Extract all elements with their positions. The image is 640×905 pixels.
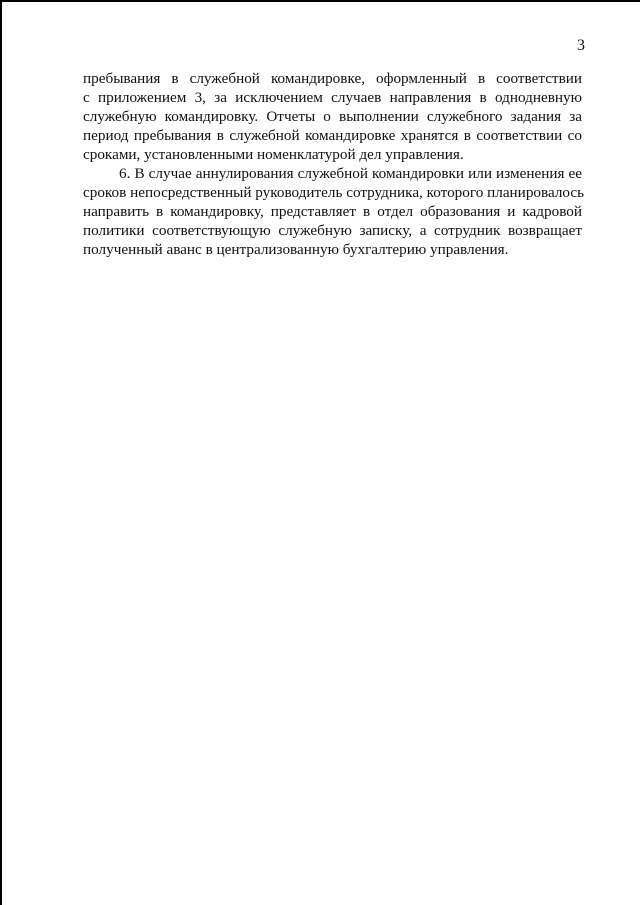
text-line: период пребывания в служебной командировке хранятся в соответствии со [83, 127, 582, 144]
text-line: политики соответствующую служебную записку, а сотрудник возвращает [83, 222, 582, 239]
text-line: с приложением 3, за исключением случаев направления в однодневную [83, 89, 582, 106]
text-line: служебную командировку. Отчеты о выполнении служебного задания за [83, 108, 582, 125]
text-line: сроками, установленными номенклатурой дел управления. [83, 146, 464, 163]
text-line: полученный аванс в централизованную бухгалтерию управления. [83, 241, 509, 258]
paragraph-6-first-line: 6. В случае аннулирования служебной командировки или изменения ее [119, 165, 582, 182]
page-number: 3 [577, 37, 585, 54]
page-edge-left [0, 0, 2, 905]
text-line: пребывания в служебной командировке, оформленный в соответствии [83, 70, 582, 87]
text-line: направить в командировку, представляет в отдел образования и кадровой [83, 203, 582, 220]
page-edge-top [0, 0, 640, 2]
text-line: сроков непосредственный руководитель сотрудника, которого планировалось [83, 184, 585, 201]
